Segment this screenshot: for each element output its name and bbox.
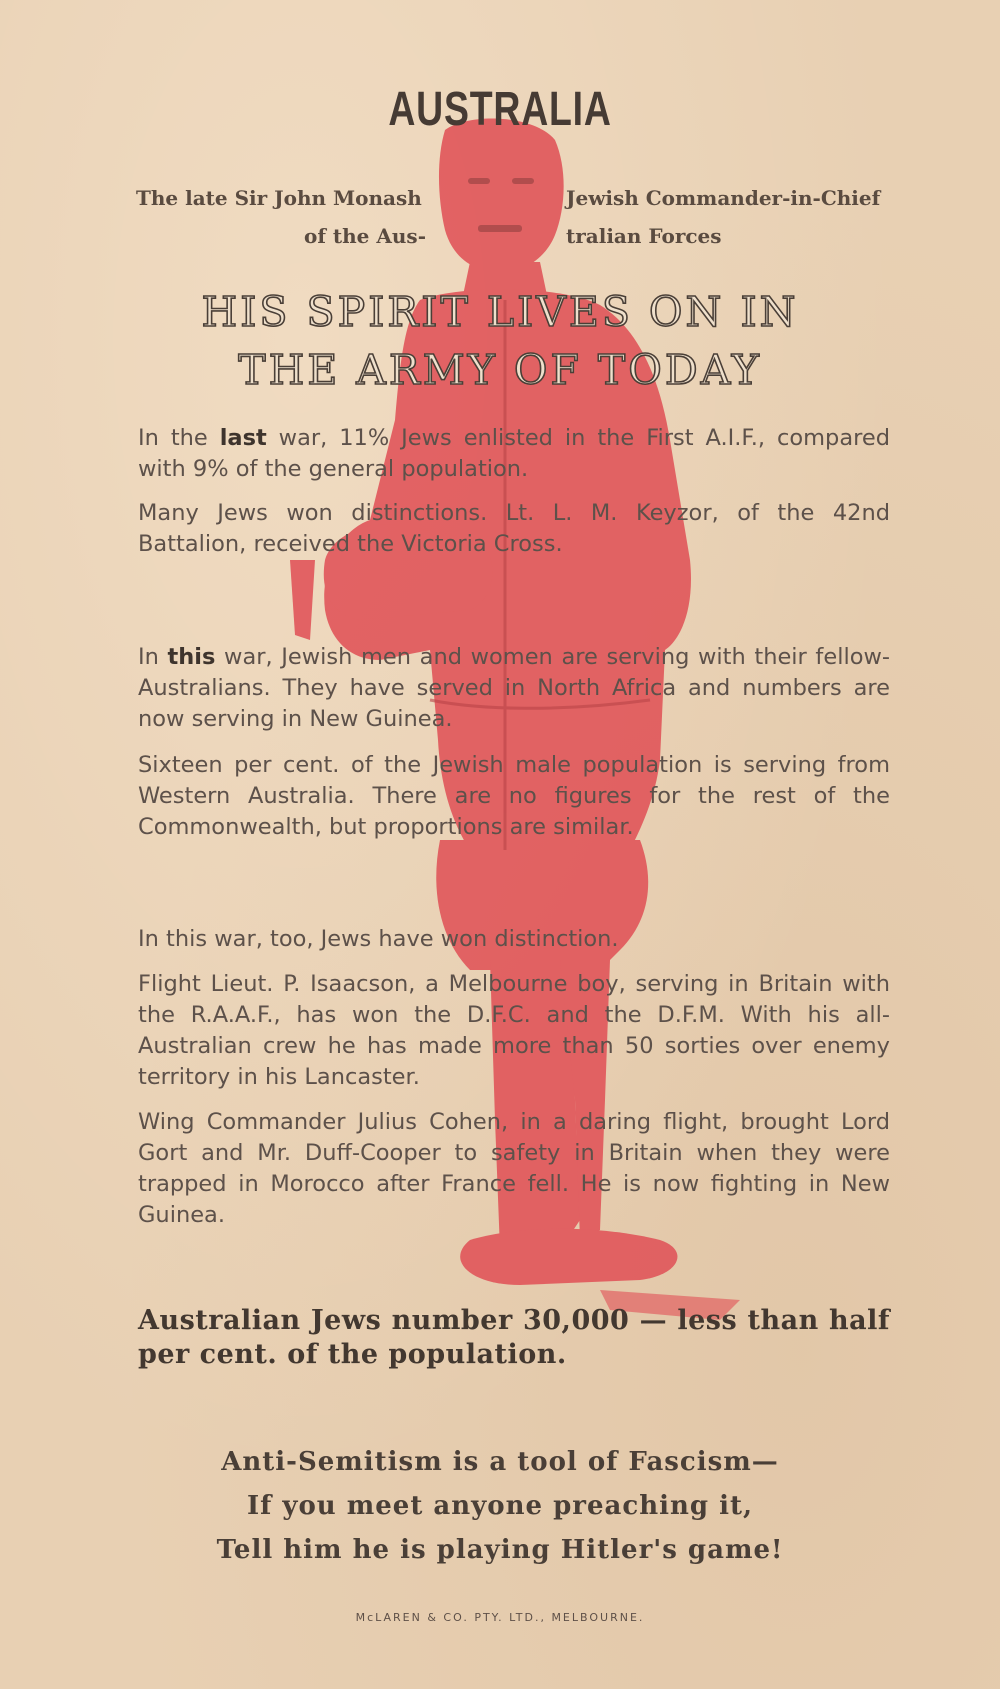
caption-left-line1: The late Sir John Monash <box>136 186 422 210</box>
printer-imprint: McLAREN & CO. PTY. LTD., MELBOURNE. <box>355 1611 645 1624</box>
paragraph-this-war: In this war, Jewish men and women are serving with their fellow-Australians. They have served in North Africa and numbers are now serving in New Guinea. <box>138 644 890 732</box>
headline-line2: THE ARMY OF TODAY <box>238 346 762 394</box>
caption-right-line2: tralian Forces <box>566 224 722 248</box>
poster-title: AUSTRALIA <box>388 83 612 136</box>
paragraph-western-australia: Sixteen per cent. of the Jewish male population is serving from Western Australia. There are no figures for the rest of the Commonwealth, but proportions are similar. <box>138 752 890 840</box>
population-statement: Australian Jews number 30,000 — less than half per cent. of the population. <box>138 1305 890 1370</box>
caption-right-line1: Jewish Commander-in-Chief <box>566 186 881 210</box>
paragraph-cohen: Wing Commander Julius Cohen, in a daring flight, brought Lord Gort and Mr. Duff-Cooper to safety in Britain when they were trapped in Morocco after France fell. He is now fighting in New Guinea. <box>138 1109 890 1228</box>
slogan-line2: If you meet anyone preaching it, <box>246 1491 754 1521</box>
caption-left-line2: of the Aus- <box>304 224 426 248</box>
headline-line1: HIS SPIRIT LIVES ON IN <box>201 288 799 336</box>
paragraph-distinctions: Many Jews won distinctions. Lt. L. M. Keyzor, of the 42nd Battalion, received the Victoria Cross. <box>138 500 890 557</box>
paragraph-isaacson: Flight Lieut. P. Isaacson, a Melbourne boy, serving in Britain with the R.A.A.F., has won the D.F.C. and the D.F.M. With his all-Australian crew he has made more than 50 sorties over enemy territory in his Lancaster. <box>138 971 890 1090</box>
slogan-line3: Tell him he is playing Hitler's game! <box>216 1535 784 1565</box>
slogan-line1: Anti-Semitism is a tool of Fascism— <box>221 1447 779 1477</box>
paragraph-distinction-too: In this war, too, Jews have won distinction. <box>138 926 619 952</box>
paragraph-last-war: In the last war, 11% Jews enlisted in the First A.I.F., compared with 9% of the general population. <box>138 425 890 482</box>
